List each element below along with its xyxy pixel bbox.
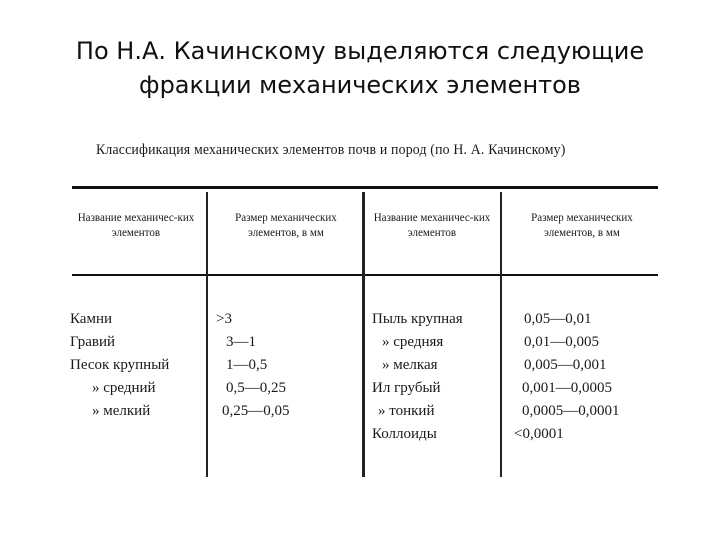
list-item: 0,25—0,05 xyxy=(222,403,290,419)
list-item: Песок крупный xyxy=(70,357,170,373)
list-item: 0,005—0,001 xyxy=(524,357,607,373)
list-item: Коллоиды xyxy=(372,426,437,442)
list-item: <0,0001 xyxy=(514,426,564,442)
right-sizes-column xyxy=(514,308,620,446)
classification-table-scan xyxy=(66,140,662,480)
list-item: 3—1 xyxy=(226,334,256,350)
list-item: » средняя xyxy=(382,334,444,350)
table-header-rule xyxy=(72,274,658,276)
list-item: 0,0005—0,0001 xyxy=(522,403,620,419)
table-caption: Классификация механических элементов почв и пород (по Н. А. Качинскому) xyxy=(96,142,566,158)
list-item: » средний xyxy=(92,380,156,396)
table-top-rule xyxy=(72,186,658,189)
list-item: >3 xyxy=(216,311,232,327)
column-divider-3 xyxy=(500,192,502,477)
list-item: 0,001—0,0005 xyxy=(522,380,612,396)
header-name-2: Название механичес-ких элементов xyxy=(373,210,491,239)
right-names-column xyxy=(372,308,463,446)
column-divider-1 xyxy=(206,192,208,477)
list-item: 0,5—0,25 xyxy=(226,380,286,396)
list-item: Камни xyxy=(70,311,113,327)
header-name-1: Название механичес-ких элементов xyxy=(77,210,195,239)
list-item: 0,01—0,005 xyxy=(524,334,599,350)
list-item: Пыль крупная xyxy=(372,311,463,327)
list-item: Гравий xyxy=(70,334,116,350)
title-line-1: По Н.А. Качинскому выделяются следующие xyxy=(75,37,645,65)
title-line-2: фракции механических элементов xyxy=(139,71,581,99)
list-item: » тонкий xyxy=(378,403,435,419)
list-item: 0,05—0,01 xyxy=(524,311,592,327)
header-size-2: Размер механических элементов, в мм xyxy=(531,210,633,239)
column-divider-2 xyxy=(362,192,365,477)
list-item: » мелкая xyxy=(382,357,438,373)
left-sizes-column xyxy=(216,308,290,423)
header-size-1: Размер механических элементов, в мм xyxy=(235,210,337,239)
slide-title xyxy=(20,34,700,102)
list-item: 1—0,5 xyxy=(226,357,268,373)
left-names-column xyxy=(70,308,169,423)
list-item: » мелкий xyxy=(92,403,151,419)
list-item: Ил грубый xyxy=(372,380,441,396)
